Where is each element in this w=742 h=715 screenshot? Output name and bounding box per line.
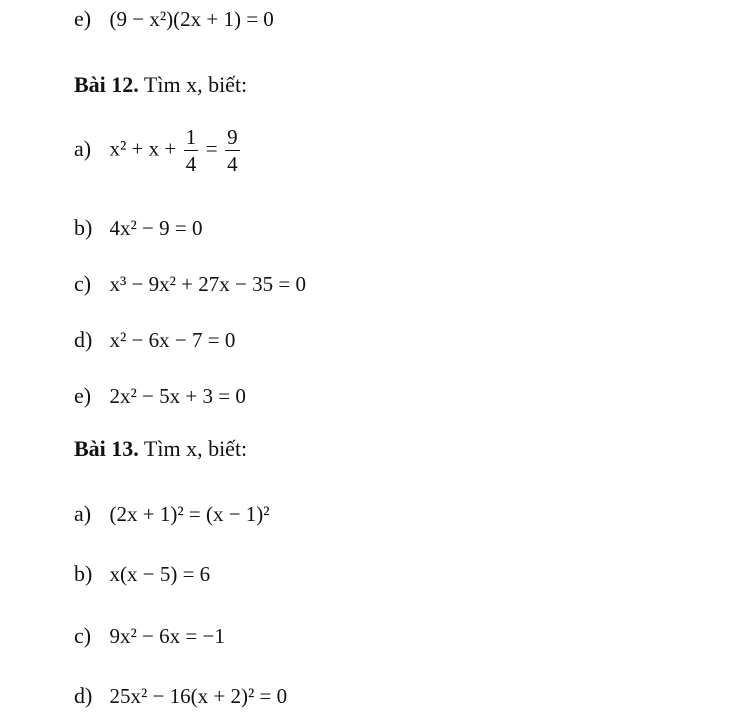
item-label: c) bbox=[74, 623, 92, 648]
exercise-13b bbox=[74, 559, 210, 589]
item-label: b) bbox=[74, 561, 93, 586]
item-label: d) bbox=[74, 327, 93, 352]
exercise-12b bbox=[74, 213, 202, 243]
exercise-title: Bài 12. bbox=[74, 72, 139, 97]
exercise-12a bbox=[74, 124, 242, 177]
fraction-nine-quarters bbox=[225, 124, 240, 177]
item-label: a) bbox=[74, 501, 92, 526]
equation-left: x² + x + bbox=[109, 136, 177, 161]
exercise-13-heading bbox=[74, 434, 247, 464]
exercise-12c bbox=[74, 269, 306, 299]
exercise-13a bbox=[74, 499, 270, 529]
exercise-12-heading bbox=[74, 70, 247, 100]
exercise-instruction: Tìm x, biết: bbox=[143, 72, 248, 97]
equation: x² − 6x − 7 = 0 bbox=[109, 328, 236, 352]
item-label: d) bbox=[74, 683, 93, 708]
exercise-13c bbox=[74, 621, 225, 651]
fraction-one-quarter bbox=[184, 124, 199, 177]
denominator: 4 bbox=[227, 152, 238, 176]
equation: 2x² − 5x + 3 = 0 bbox=[109, 384, 246, 408]
item-label: c) bbox=[74, 271, 92, 296]
exercise-13d bbox=[74, 681, 287, 711]
exercise-11e bbox=[74, 4, 274, 34]
item-label: a) bbox=[74, 135, 92, 161]
equation: x(x − 5) = 6 bbox=[109, 562, 211, 586]
numerator: 9 bbox=[227, 125, 238, 149]
equals-sign: = bbox=[205, 136, 218, 161]
denominator: 4 bbox=[185, 152, 197, 176]
exercise-instruction: Tìm x, biết: bbox=[143, 436, 248, 461]
exercise-12d bbox=[74, 325, 235, 355]
item-label: e) bbox=[74, 383, 92, 408]
equation: x³ − 9x² + 27x − 35 = 0 bbox=[109, 272, 306, 296]
exercise-12e bbox=[74, 381, 246, 411]
equation: 9x² − 6x = −1 bbox=[109, 624, 225, 648]
numerator: 1 bbox=[185, 125, 197, 149]
item-label: e) bbox=[74, 6, 92, 31]
equation: (9 − x²)(2x + 1) = 0 bbox=[109, 7, 274, 31]
equation: 4x² − 9 = 0 bbox=[109, 216, 203, 240]
exercise-title: Bài 13. bbox=[74, 436, 139, 461]
equation: 25x² − 16(x + 2)² = 0 bbox=[109, 684, 288, 708]
item-label: b) bbox=[74, 215, 93, 240]
equation: (2x + 1)² = (x − 1)² bbox=[109, 502, 270, 526]
